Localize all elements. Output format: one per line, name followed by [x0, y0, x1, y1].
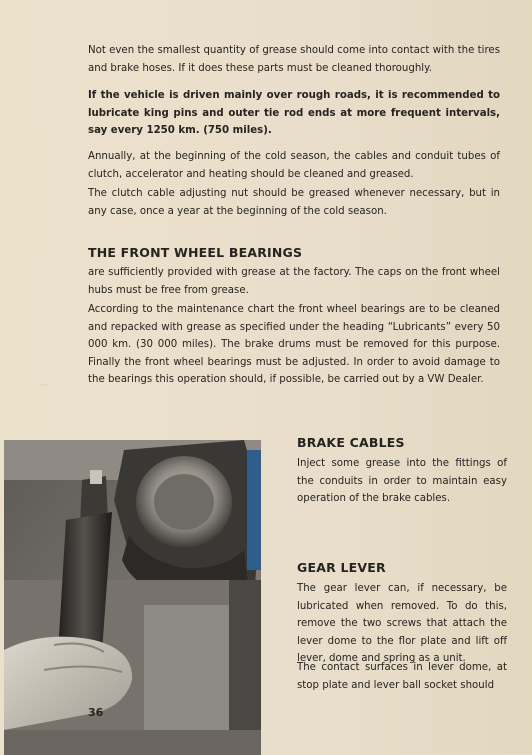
photo-illustration: [4, 440, 261, 755]
paragraph-gear-lever-contact: The contact surfaces in lever dome, at stop plate and lever ball socket should: [297, 662, 507, 691]
heading-front-wheel-bearings: THE FRONT WHEEL BEARINGS: [88, 245, 303, 260]
blue-thumb-tab: [247, 450, 261, 570]
paragraph-annual-cables: Annually, at the beginning of the cold season, the cables and conduit tubes of clutch, accelerator and heating should be cleaned and greased.: [88, 151, 500, 180]
page-number: 36: [88, 706, 104, 719]
paragraph-front-wheel-factory: are sufficiently provided with grease at the factory. The caps on the front wheel hubs must be free from grease.: [88, 267, 500, 296]
paragraph-gear-lever-removal: The gear lever can, if necessary, be lubricated when removed. To do this, remove the two screws that attach the lever dome to the flor plate and lift off lever, dome and spring as a unit.: [297, 583, 507, 664]
heading-brake-cables: BRAKE CABLES: [297, 435, 405, 450]
heading-gear-lever: GEAR LEVER: [297, 560, 386, 575]
paragraph-front-wheel-maintenance: According to the maintenance chart the front wheel bearings are to be cleaned and repacked with grease as specified under the heading “Lubricants” every 50 000 km. (30 000 miles). The brake drums must be removed for this purpose. Finally the front wheel bearings must be adjusted. In order to avoid damage to the bearings this operation should, if possible, be carried out by a VW Dealer.: [88, 304, 500, 385]
faint-stamp: —: [40, 380, 49, 390]
paragraph-clutch-nut: The clutch cable adjusting nut should be greased whenever necessary, but in any case, once a year at the beginning of the cold season.: [88, 188, 500, 217]
grease-gun-photo: [4, 440, 261, 755]
paragraph-grease-tires: Not even the smallest quantity of grease should come into contact with the tires and brake hoses. If it does these parts must be cleaned thoroughly.: [88, 45, 500, 74]
paragraph-brake-cables: Inject some grease into the fittings of the conduits in order to maintain easy operation of the brake cables.: [297, 458, 507, 504]
paragraph-rough-roads: If the vehicle is driven mainly over rough roads, it is recommended to lubricate king pins and outer tie rod ends at more frequent intervals, say every 1250 km. (750 miles).: [88, 90, 500, 136]
